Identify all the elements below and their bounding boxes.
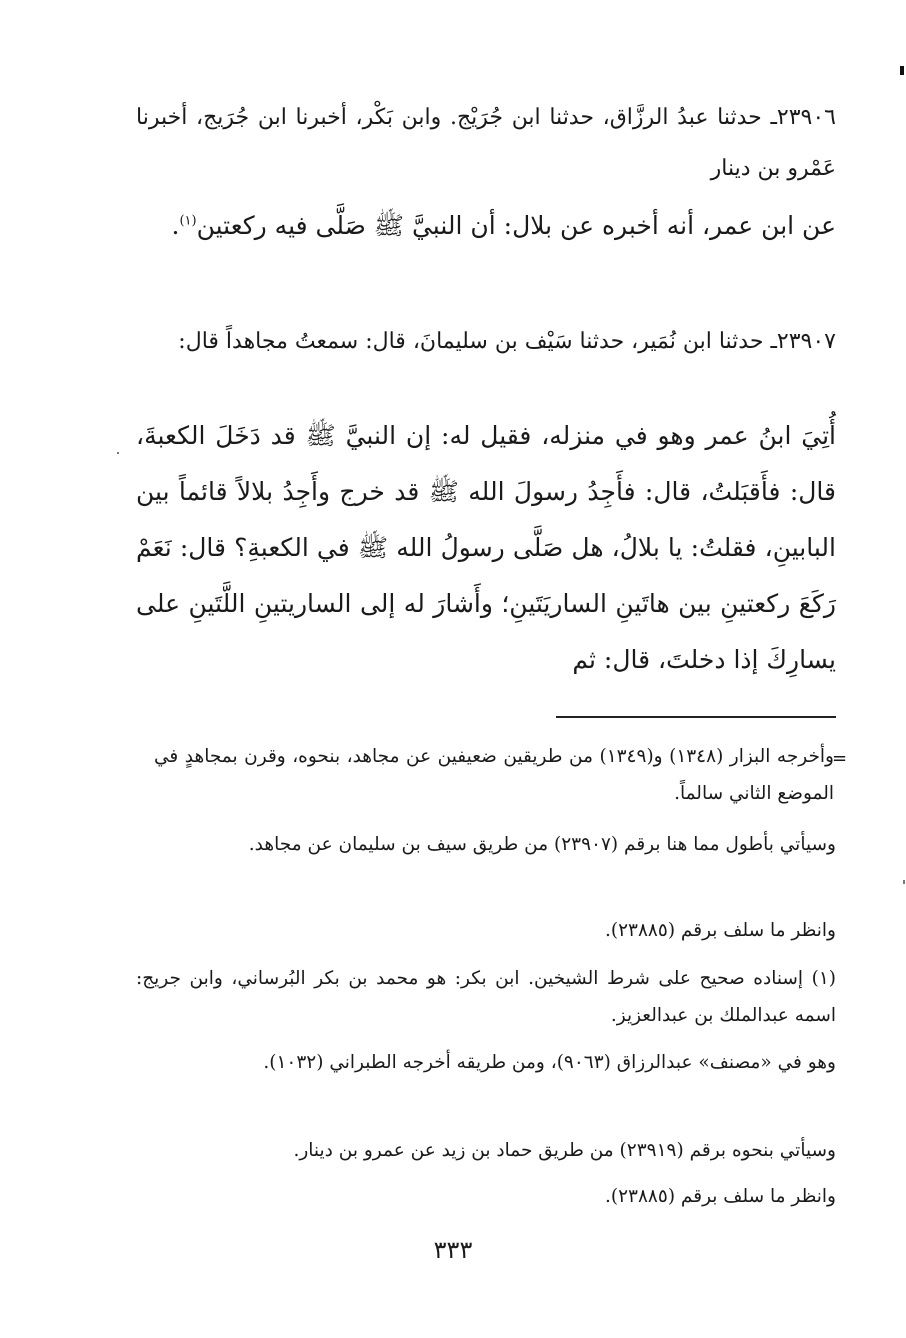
hadith-23906-text [136, 198, 836, 254]
hadith-23907-text [136, 408, 836, 688]
footnote-later-reference-2: وسيأتي بنحوه برقم (٢٣٩١٩) من طريق حماد بن زيد عن عمرو بن دينار. [293, 1140, 836, 1161]
footnote-divider [556, 716, 836, 718]
footnote-reference: (١) [179, 213, 197, 229]
hadith-23907-chain [136, 316, 836, 367]
footnote-1: (١) إسناده صحيح على شرط الشيخين. ابن بكر: هو محمد بن بكر البُرساني، وابن جريج: اسمه عبدالملك بن عبدالعزيز. [136, 968, 836, 1026]
footnote-see-also-2: وانظر ما سلف برقم (٢٣٨٨٥). [605, 1186, 836, 1207]
scan-speck [117, 452, 119, 454]
footnote-continuation: وأخرجه البزار (١٣٤٨) و(١٣٤٩) من طريقين ضعيفين عن مجاهد، بنحوه، وقرن بمجاهدٍ في الموضع الثاني سالماً. [154, 746, 834, 804]
matn-text: عن ابن عمر، أنه أخبره عن بلال: أن النبيَّ ﷺ صَلَّى فيه ركعتين [196, 211, 836, 240]
scan-speck [903, 880, 905, 884]
chain-text: ٢٣٩٠٧ـ حدثنا ابن نُمَير، حدثنا سَيْف بن سليمانَ، قال: سمعتُ مجاهداً قال: [178, 329, 836, 354]
page-number: ٣٣٣ [433, 1236, 473, 1264]
footnote-musannaf: وهو في «مصنف» عبدالرزاق (٩٠٦٣)، ومن طريقه أخرجه الطبراني (١٠٣٢). [263, 1052, 836, 1073]
page-edge-mark [900, 66, 904, 75]
footnote-see-also: وانظر ما سلف برقم (٢٣٨٨٥). [605, 920, 836, 941]
hadith-23906-chain [136, 92, 836, 194]
footnote-later-reference: وسيأتي بأطول مما هنا برقم (٢٣٩٠٧) من طريق سيف بن سليمان عن مجاهد. [248, 834, 836, 855]
matn-text: أُتِيَ ابنُ عمر وهو في منزله، فقيل له: إن النبيَّ ﷺ قد دَخَلَ الكعبةَ، قال: فأَقبَلتُ، قال: فأَجِدُ رسولَ الله ﷺ قد خرج وأَجِدُ بلالاً قائماً بين البابينِ، فقلتُ: يا بلالُ، هل صَلَّى رسولُ الله ﷺ في الكعبةِ؟ قال: نَعَمْ رَكَعَ ركعتينِ بين هاتَينِ الساريَتَينِ؛ وأَشارَ له إلى الساريتينِ اللَّتَينِ على يسارِكَ إذا دخلتَ، قال: ثم [136, 421, 836, 674]
end-mark: . [171, 211, 180, 240]
continuation-marker: = [832, 748, 848, 769]
chain-text: ٢٣٩٠٦ـ حدثنا عبدُ الرزَّاق، حدثنا ابن جُرَيْج. وابن بَكْر، أخبرنا ابن جُرَيج، أخبرنا عَمْرو بن دينار [136, 105, 836, 181]
